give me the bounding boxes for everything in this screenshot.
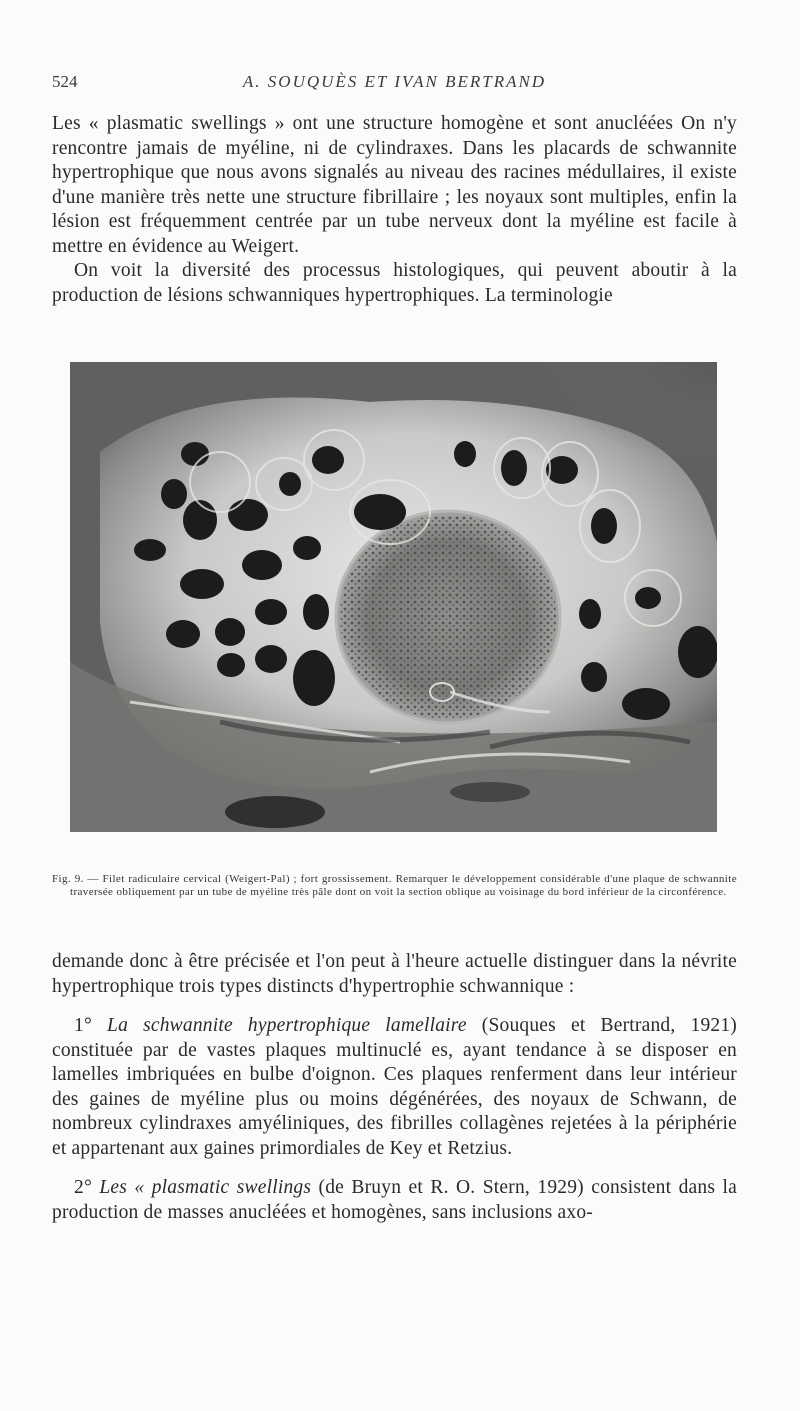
figure-micrograph [70, 362, 717, 832]
micrograph-image [70, 362, 717, 832]
paragraph-terminology-continued: demande donc à être précisée et l'on peut à l'heure actuelle distinguer dans la névrite hypertrophique trois types distincts d'hypertrophie schwannique : [52, 951, 737, 997]
figure-caption [52, 862, 737, 909]
running-head [52, 72, 737, 94]
paragraph-diversity: On voit la diversité des processus histologiques, qui peuvent aboutir à la production de lésions schwanniques hypertrophiques. La terminologie [52, 260, 737, 306]
type-2-title: Les « plasmatic swellings [99, 1177, 312, 1198]
paragraph-type-2 [52, 1176, 737, 1225]
list-number-1: 1° [74, 1015, 92, 1036]
type-1-title: La schwannite hypertrophique lamellaire [107, 1015, 467, 1036]
type-2-text: (de Bruyn et R. O. Stern, 1929) consistent dans la production de masses anucléées et homogènes, sans inclusions axo- [52, 1177, 738, 1223]
running-title: A. SOUQUÈS ET IVAN BERTRAND [242, 72, 547, 91]
type-1-text: (Souques et Bertrand, 1921) constituée par de vastes plaques multinuclé es, ayant tendance à se disposer en lamelles imbriquées en bulbe d'oignon. Ces plaques renferment dans leur intérieur des gaines de myéline plus ou moins dégénérées, des noyaux de Schwann, de nombreux cylindraxes amyéliniques, des fibrilles collagènes rejetées à la périphérie et appartenant aux gaines primordiales de Key et Retzius. [52, 1015, 738, 1159]
body-text-top [52, 112, 737, 308]
list-number-2: 2° [74, 1177, 92, 1198]
body-text-bottom [52, 950, 737, 1225]
paragraph-type-1 [52, 1014, 737, 1161]
page-number: 524 [52, 72, 78, 91]
caption-text: Fig. 9. — Filet radiculaire cervical (Weigert-Pal) ; fort grossissement. Remarquer le développement considérable d'une plaque de schwannite traversée obliquement par un tube de myéline très pâle dont on voit la section oblique au voisinage du bord inférieur de la circonférence. [52, 873, 737, 898]
paragraph-plasmatic-swellings: Les « plasmatic swellings » ont une structure homogène et sont anucléées On n'y rencontre jamais de myéline, ni de cylindraxes. Dans les placards de schwannite hypertrophique que nous avons signalés au niveau des racines médullaires, il existe d'une manière très nette une structure fibrillaire ; les noyaux sont multiples, enfin la lésion est fréquemment centrée par un tube nerveux dont la myéline est facile à mettre en évidence au Weigert. [52, 113, 737, 257]
